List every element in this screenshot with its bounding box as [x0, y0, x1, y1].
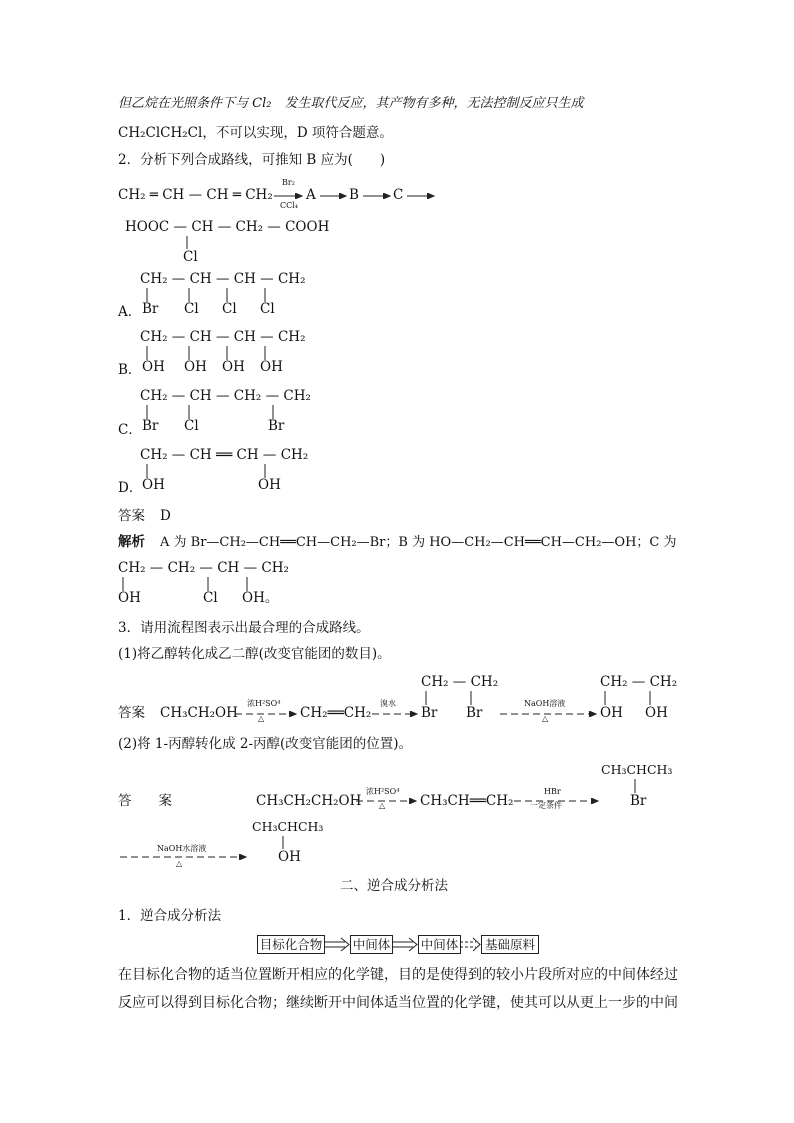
q3-part1-stem: (1)将乙醇转化成乙二醇(改变官能团的数目)。: [118, 646, 391, 662]
option-c-sub-3: Br: [268, 418, 285, 434]
route-product: HOOC — CH — CH₂ — COOH: [125, 219, 330, 235]
q2-answer-label: 答案: [118, 508, 145, 524]
q3-p1-r2: 溴水: [380, 699, 396, 708]
q2-answer-value: D: [160, 508, 171, 524]
q3-stem: 3．请用流程图表示出最合理的合成路线。: [118, 620, 370, 636]
q3-p2-s4-sub: OH: [278, 849, 301, 865]
route-start: CH₂ ═ CH — CH ═ CH₂: [118, 187, 273, 203]
option-d-sub-1: OH: [142, 477, 165, 493]
q3-p1-r1-heat: △: [258, 714, 265, 723]
section-para-line-1: 在目标化合物的适当位置断开相应的化学键，目的是使得到的较小片段所对应的中间体经过: [118, 967, 678, 983]
q3-p1-s3-sub-2: Br: [466, 705, 483, 721]
q3-p2-s4-top: CH₃CHCH₃: [252, 819, 324, 834]
q2-analysis-sub-1: OH: [118, 590, 141, 606]
option-d-letter: D．: [118, 480, 143, 496]
q3-p2-s3-top: CH₃CHCH₃: [601, 762, 673, 777]
q2-analysis-sub-3: OH。: [242, 590, 279, 606]
q3-p1-r1: 浓H²SO⁴: [247, 699, 281, 708]
q3-p2-s2: CH₃CH══CH₂: [420, 793, 514, 809]
q2-analysis-label: 解析: [118, 534, 145, 550]
q3-p2-label: 答 案: [118, 793, 172, 809]
option-b-sub-1: OH: [142, 359, 165, 375]
option-b-sub-3: OH: [222, 359, 245, 375]
q3-p1-s2: CH₂══CH₂: [300, 705, 372, 721]
q3-p2-s1: CH₃CH₂CH₂OH: [256, 793, 362, 809]
prev-line-1: 但乙烷在光照条件下与 Cl₂ 发生取代反应，其产物有多种，无法控制反应只生成: [118, 96, 584, 111]
q3-p1-label: 答案: [118, 705, 145, 721]
q3-part2-stem: (2)将 1-丙醇转化成 2-丙醇(改变官能团的位置)。: [118, 736, 413, 752]
q2-analysis-sub-2: Cl: [203, 590, 218, 606]
route-reagent-bottom: CCl₄: [280, 201, 299, 210]
section-title: 二、逆合成分析法: [340, 878, 448, 894]
flow-arrow-3-head: [473, 938, 480, 951]
flow-box-raw-material: 基础原料: [481, 935, 539, 954]
section-sub-heading: 1．逆合成分析法: [118, 908, 222, 924]
q3-p1-s4-sub-1: OH: [600, 705, 623, 721]
option-a-formula: CH₂ — CH — CH — CH₂: [140, 271, 306, 287]
option-c-sub-1: Br: [142, 418, 159, 434]
q3-p1-s4-sub-2: OH: [645, 705, 668, 721]
route-b: B: [349, 187, 359, 203]
route-reagent-top: Br₂: [282, 178, 295, 187]
route-a: A: [306, 187, 316, 203]
q3-p1-r3: NaOH溶液: [524, 699, 566, 708]
q2-analysis-formula: CH₂ — CH₂ — CH — CH₂: [118, 560, 289, 576]
q3-p1-s3-top: CH₂ — CH₂: [421, 674, 499, 690]
option-b-sub-4: OH: [260, 359, 283, 375]
q3-p2-r2: HBr: [544, 787, 561, 796]
route-c: C: [393, 187, 404, 203]
section-para-line-2: 反应可以得到目标化合物；继续断开中间体适当位置的化学键，使其可以从更上一步的中间: [118, 995, 678, 1011]
flow-arrow-1-head: [341, 938, 349, 951]
option-b-letter: B．: [118, 362, 142, 378]
flow-box-intermediate-2: 中间体: [418, 935, 461, 954]
option-a-sub-3: Cl: [222, 301, 237, 317]
option-b-sub-2: OH: [184, 359, 207, 375]
q3-p2-r1-heat: △: [379, 801, 386, 810]
q2-analysis-text: A 为 Br—CH₂—CH══CH—CH₂—Br；B 为 HO—CH₂—CH══CH—CH₂—OH；C 为: [160, 535, 677, 550]
option-b-formula: CH₂ — CH — CH — CH₂: [140, 329, 306, 345]
option-c-formula: CH₂ — CH — CH₂ — CH₂: [140, 388, 311, 404]
q3-p1-r3-heat: △: [542, 714, 549, 723]
option-a-sub-1: Br: [142, 301, 159, 317]
q3-p2-r2-cond: 一定条件: [530, 801, 562, 810]
flow-arrow-2-head: [409, 938, 417, 951]
option-c-letter: C．: [118, 422, 142, 438]
q3-p2-r1: 浓H²SO⁴: [366, 787, 400, 796]
option-a-letter: A．: [118, 304, 142, 320]
q3-p2-s3-sub: Br: [630, 793, 647, 809]
q3-p1-s3-sub-1: Br: [421, 705, 438, 721]
option-d-sub-2: OH: [258, 477, 281, 493]
q3-p2-r3-heat: △: [176, 859, 183, 868]
option-a-sub-2: Cl: [184, 301, 199, 317]
option-c-sub-2: Cl: [184, 418, 199, 434]
option-a-sub-4: Cl: [260, 301, 275, 317]
q3-p1-s1: CH₃CH₂OH: [160, 705, 238, 721]
option-d-formula: CH₂ — CH ══ CH — CH₂: [140, 447, 309, 463]
flow-box-intermediate-1: 中间体: [350, 935, 393, 954]
flow-box-target: 目标化合物: [257, 935, 325, 954]
route-product-sub: Cl: [183, 249, 198, 265]
q2-stem: 2．分析下列合成路线，可推知 B 应为( ): [118, 152, 386, 168]
q3-p1-s4-top: CH₂ — CH₂: [600, 674, 678, 690]
q3-p2-r3: NaOH水溶液: [157, 844, 207, 853]
prev-line-2: CH₂ClCH₂Cl，不可以实现，D 项符合题意。: [118, 125, 393, 141]
